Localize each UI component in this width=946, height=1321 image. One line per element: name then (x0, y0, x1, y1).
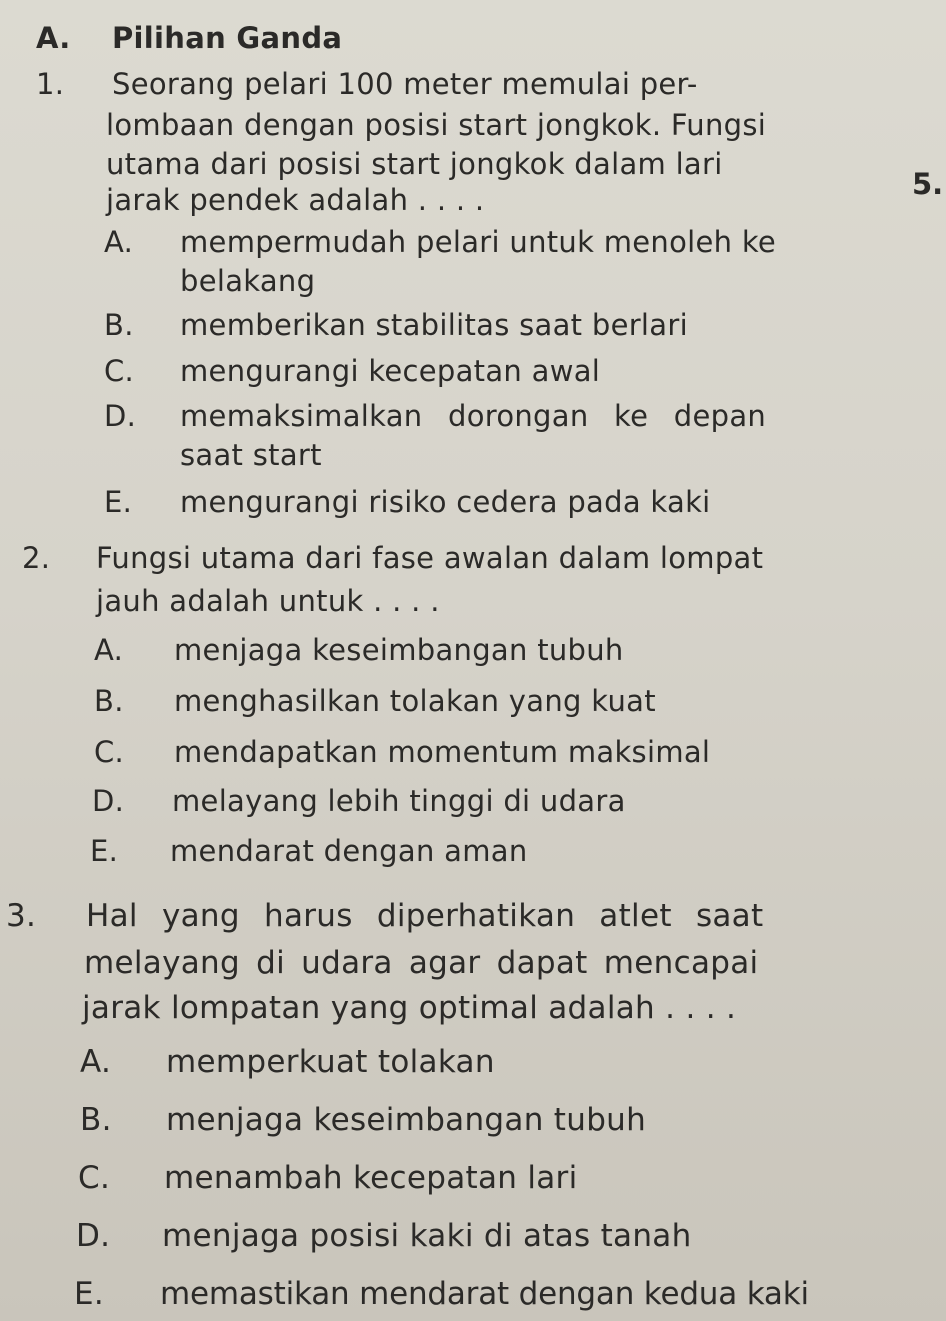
question-text-line (112, 66, 822, 102)
option-letter: E. (104, 485, 133, 519)
option-text: menjaga keseimbangan tubuh (174, 633, 624, 667)
option-text: belakang (180, 264, 316, 298)
option-letter: B. (94, 684, 124, 718)
option-text: mempermudah pelari untuk menoleh ke (180, 225, 777, 259)
option-text: menjaga posisi kaki di atas tanah (162, 1218, 692, 1254)
question-number: 2. (22, 541, 51, 575)
question-number: 3. (6, 898, 37, 934)
option-letter: B. (80, 1102, 112, 1138)
option-text: mendarat dengan aman (170, 834, 528, 868)
option-text: mengurangi kecepatan awal (180, 354, 601, 388)
section-title: Pilihan Ganda (112, 21, 343, 55)
option-text: menjaga keseimbangan tubuh (166, 1102, 647, 1138)
option-text: memaksimalkan dorongan ke depan (180, 399, 767, 433)
question-number: 1. (36, 67, 65, 101)
section-heading (36, 20, 343, 56)
question-text-line: jarak lompatan yang optimal adalah . . . . (82, 990, 737, 1026)
option-letter: A. (104, 225, 134, 259)
option-text: menghasilkan tolakan yang kuat (174, 684, 656, 718)
option-letter: C. (94, 735, 125, 769)
option-text: melayang lebih tinggi di udara (172, 784, 626, 818)
option-text: memastikan mendarat dengan kedua kaki (160, 1276, 809, 1312)
option-text: memberikan stabilitas saat berlari (180, 308, 688, 342)
question-text-line: lombaan dengan posisi start jongkok. Fungsi (106, 108, 767, 142)
option-letter: A. (94, 633, 124, 667)
next-column-question-number: 5. (912, 167, 944, 201)
option-letter: E. (74, 1276, 105, 1312)
option-letter: C. (78, 1160, 111, 1196)
question-text-line: melayang di udara agar dapat mencapai (84, 945, 759, 981)
option-letter: D. (92, 784, 125, 818)
question-text: Seorang pelari 100 meter memulai per- (112, 67, 698, 101)
option-letter: A. (80, 1044, 112, 1080)
question-text-line: jauh adalah untuk . . . . (96, 584, 440, 618)
question-text-line: utama dari posisi start jongkok dalam lari (106, 147, 723, 181)
option-text: mengurangi risiko cedera pada kaki (180, 485, 711, 519)
option-text: saat start (180, 438, 322, 472)
question-text-line: jarak pendek adalah . . . . (106, 183, 485, 217)
question-text-line: Hal yang harus diperhatikan atlet saat (86, 898, 764, 934)
option-letter: E. (90, 834, 119, 868)
option-text: mendapatkan momentum maksimal (174, 735, 711, 769)
question-text-line: Fungsi utama dari fase awalan dalam lompat (96, 541, 764, 575)
option-text: menambah kecepatan lari (164, 1160, 578, 1196)
option-letter: D. (76, 1218, 111, 1254)
section-letter: A. (36, 21, 71, 55)
option-text: memperkuat tolakan (166, 1044, 495, 1080)
option-letter: D. (104, 399, 137, 433)
option-letter: C. (104, 354, 135, 388)
option-letter: B. (104, 308, 134, 342)
